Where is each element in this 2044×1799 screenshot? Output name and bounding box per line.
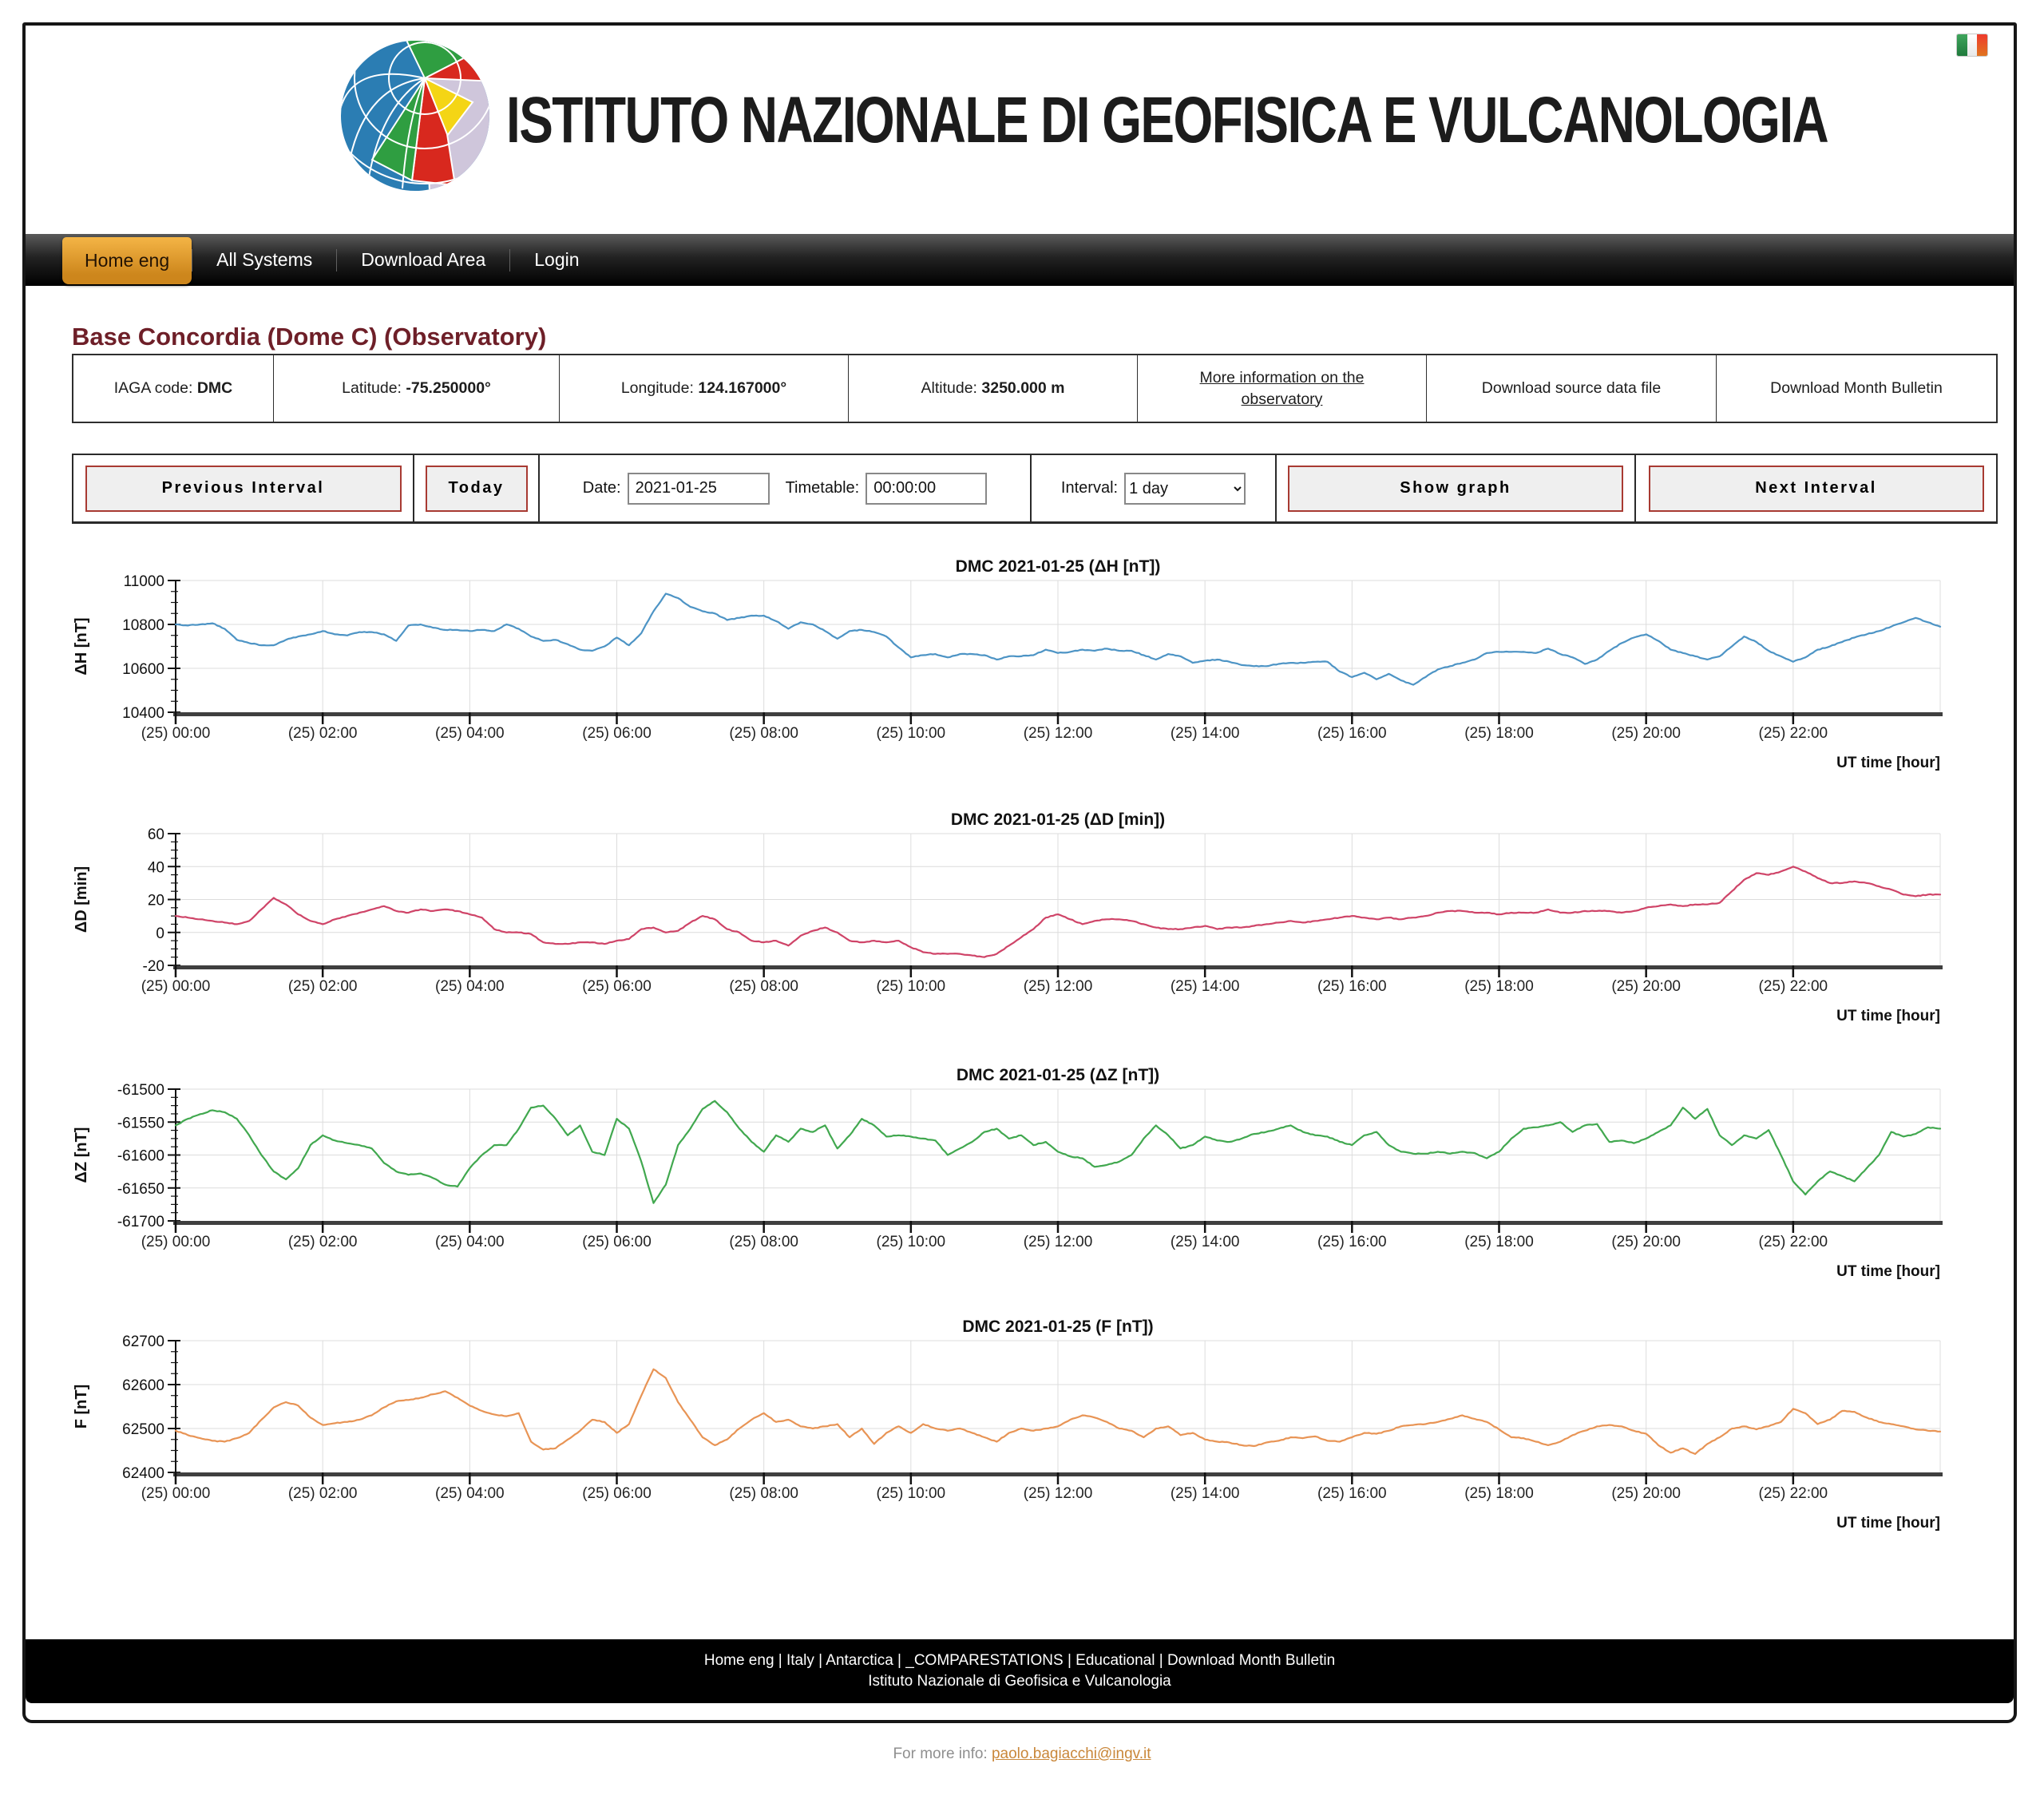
nav-item-login[interactable]: Login: [534, 249, 580, 270]
latitude-value: -75.250000°: [406, 379, 491, 397]
svg-text:DMC 2021-01-25 (ΔD [min]): DMC 2021-01-25 (ΔD [min]): [950, 810, 1166, 829]
svg-text:-61700: -61700: [117, 1214, 164, 1230]
ingv-globe-logo-icon: [335, 40, 500, 192]
info-cell-download-source: [1426, 355, 1716, 422]
italian-flag-icon[interactable]: [1956, 34, 1988, 57]
svg-text:10800: 10800: [122, 617, 164, 634]
footer-bar: [26, 1639, 2014, 1703]
svg-text:ΔD [min]: ΔD [min]: [73, 866, 90, 933]
chart-f: [72, 1315, 1998, 1539]
altitude-value: 3250.000 m: [981, 379, 1065, 397]
svg-text:-61600: -61600: [117, 1147, 164, 1165]
info-cell-latitude: Latitude: -75.250000°: [273, 355, 559, 422]
svg-text:UT time [hour]: UT time [hour]: [1836, 1515, 1940, 1532]
svg-text:(25) 10:00: (25) 10:00: [876, 978, 946, 995]
svg-text:(25) 18:00: (25) 18:00: [1464, 1234, 1534, 1250]
svg-text:DMC 2021-01-25 (ΔZ [nT]): DMC 2021-01-25 (ΔZ [nT]): [956, 1066, 1160, 1084]
interval-label: Interval:: [1060, 479, 1119, 497]
svg-text:DMC 2021-01-25 (F [nT]): DMC 2021-01-25 (F [nT]): [962, 1318, 1154, 1336]
chart-delta-h: [72, 555, 1998, 779]
svg-text:40: 40: [147, 859, 164, 877]
svg-text:(25) 00:00: (25) 00:00: [141, 1234, 211, 1250]
svg-text:-61550: -61550: [117, 1115, 164, 1132]
info-cell-altitude: Altitude: 3250.000 m: [848, 355, 1137, 422]
svg-text:(25) 22:00: (25) 22:00: [1758, 725, 1828, 742]
svg-text:11000: 11000: [123, 573, 164, 590]
flag-white-stripe: [1967, 34, 1978, 56]
site-title: ISTITUTO NAZIONALE DI GEOFISICA E VULCANOLOGIA: [506, 84, 1828, 157]
svg-text:(25) 14:00: (25) 14:00: [1170, 725, 1240, 742]
date-label: Date:: [582, 479, 621, 497]
svg-text:(25) 20:00: (25) 20:00: [1611, 1234, 1681, 1250]
ctl-cell-next: [1634, 455, 1996, 521]
page-title: Base Concordia (Dome C) (Observatory): [72, 323, 547, 351]
ctl-cell-datetime: [538, 455, 1030, 521]
svg-text:(25) 18:00: (25) 18:00: [1464, 978, 1534, 995]
svg-text:(25) 22:00: (25) 22:00: [1758, 1485, 1828, 1502]
svg-text:ΔZ [nT]: ΔZ [nT]: [73, 1127, 90, 1183]
info-cell-iaga: IAGA code: DMC: [113, 379, 233, 397]
svg-text:(25) 04:00: (25) 04:00: [435, 1234, 505, 1250]
svg-text:62600: 62600: [122, 1377, 164, 1394]
ctl-cell-show-graph: [1275, 455, 1634, 521]
ctl-cell-previous: [73, 455, 413, 521]
info-cell-longitude: Longitude: 124.167000°: [559, 355, 848, 422]
svg-text:(25) 12:00: (25) 12:00: [1023, 725, 1093, 742]
page-frame: [22, 22, 2017, 1723]
svg-text:(25) 06:00: (25) 06:00: [582, 1485, 652, 1502]
download-bulletin-link[interactable]: Download Month Bulletin: [1770, 379, 1943, 397]
svg-text:10600: 10600: [122, 661, 164, 678]
date-input[interactable]: [628, 473, 770, 505]
svg-text:(25) 16:00: (25) 16:00: [1317, 1234, 1387, 1250]
svg-text:(25) 12:00: (25) 12:00: [1023, 1485, 1093, 1502]
svg-text:(25) 14:00: (25) 14:00: [1170, 978, 1240, 995]
svg-text:(25) 20:00: (25) 20:00: [1611, 978, 1681, 995]
interval-select[interactable]: [1124, 473, 1246, 505]
svg-text:(25) 08:00: (25) 08:00: [729, 1485, 798, 1502]
svg-text:UT time [hour]: UT time [hour]: [1836, 755, 1940, 771]
svg-text:UT time [hour]: UT time [hour]: [1836, 1263, 1940, 1280]
graph-controls-bar: [72, 454, 1998, 524]
svg-text:(25) 06:00: (25) 06:00: [582, 978, 652, 995]
svg-text:(25) 18:00: (25) 18:00: [1464, 1485, 1534, 1502]
svg-text:(25) 12:00: (25) 12:00: [1023, 1234, 1093, 1250]
svg-text:F [nT]: F [nT]: [73, 1384, 90, 1429]
svg-text:(25) 20:00: (25) 20:00: [1611, 725, 1681, 742]
svg-text:(25) 06:00: (25) 06:00: [582, 725, 652, 742]
svg-text:DMC 2021-01-25 (ΔH [nT]): DMC 2021-01-25 (ΔH [nT]): [955, 557, 1161, 576]
svg-text:(25) 14:00: (25) 14:00: [1170, 1234, 1240, 1250]
svg-text:20: 20: [147, 892, 164, 909]
svg-text:(25) 22:00: (25) 22:00: [1758, 978, 1828, 995]
nav-item-download-area[interactable]: Download Area: [361, 249, 486, 270]
info-cell-download-bulletin: [1716, 355, 1996, 422]
svg-text:62400: 62400: [122, 1465, 164, 1482]
svg-text:10400: 10400: [122, 705, 164, 722]
flag-red-stripe: [1977, 34, 1987, 56]
svg-text:(25) 08:00: (25) 08:00: [729, 725, 798, 742]
iaga-code-value: DMC: [196, 379, 233, 397]
svg-text:(25) 16:00: (25) 16:00: [1317, 725, 1387, 742]
contact-email-link[interactable]: paolo.bagiacchi@ingv.it: [991, 1746, 1151, 1762]
svg-text:-20: -20: [142, 958, 164, 975]
footer-links[interactable]: Home eng | Italy | Antarctica | _COMPARESTATIONS | Educational | Download Month Bulletin: [703, 1652, 1336, 1669]
longitude-value: 124.167000°: [698, 379, 787, 397]
svg-text:0: 0: [156, 925, 164, 942]
svg-text:(25) 08:00: (25) 08:00: [729, 978, 798, 995]
show-graph-button[interactable]: Show graph: [1288, 466, 1623, 512]
svg-text:(25) 12:00: (25) 12:00: [1023, 978, 1093, 995]
next-interval-button[interactable]: Next Interval: [1649, 466, 1984, 512]
svg-text:(25) 06:00: (25) 06:00: [582, 1234, 652, 1250]
svg-text:(25) 00:00: (25) 00:00: [141, 1485, 211, 1502]
svg-text:(25) 22:00: (25) 22:00: [1758, 1234, 1828, 1250]
svg-text:(25) 02:00: (25) 02:00: [287, 1485, 358, 1502]
svg-text:(25) 10:00: (25) 10:00: [876, 1234, 946, 1250]
svg-text:(25) 02:00: (25) 02:00: [287, 1234, 358, 1250]
svg-text:-61500: -61500: [117, 1082, 164, 1099]
observatory-info-table: [72, 354, 1998, 423]
chart-delta-z: [72, 1064, 1998, 1287]
ctl-cell-today: [413, 455, 538, 521]
svg-text:(25) 02:00: (25) 02:00: [287, 725, 358, 742]
timetable-input[interactable]: [866, 473, 987, 505]
svg-text:(25) 16:00: (25) 16:00: [1317, 1485, 1387, 1502]
svg-text:(25) 18:00: (25) 18:00: [1464, 725, 1534, 742]
nav-bar: [26, 234, 2014, 286]
nav-item-all-systems[interactable]: All Systems: [216, 249, 313, 270]
svg-text:(25) 02:00: (25) 02:00: [287, 978, 358, 995]
svg-text:62500: 62500: [122, 1421, 164, 1438]
download-source-link[interactable]: Download source data file: [1481, 379, 1662, 397]
info-cell-more-info: [1137, 355, 1426, 422]
svg-text:ΔH [nT]: ΔH [nT]: [73, 617, 90, 676]
svg-text:(25) 00:00: (25) 00:00: [141, 725, 211, 742]
previous-interval-button[interactable]: Previous Interval: [85, 466, 402, 512]
nav-item-home-eng[interactable]: Home eng: [62, 237, 192, 284]
svg-text:(25) 10:00: (25) 10:00: [876, 725, 946, 742]
timetable-label: Timetable:: [785, 479, 860, 497]
flag-green-stripe: [1957, 34, 1967, 56]
svg-text:60: 60: [147, 826, 164, 843]
contact-prefix: For more info:: [893, 1746, 992, 1762]
footer-org-name: Istituto Nazionale di Geofisica e Vulcanologia: [868, 1673, 1171, 1690]
svg-text:(25) 08:00: (25) 08:00: [729, 1234, 798, 1250]
svg-text:(25) 10:00: (25) 10:00: [876, 1485, 946, 1502]
today-button[interactable]: Today: [426, 466, 528, 512]
svg-text:(25) 04:00: (25) 04:00: [435, 1485, 505, 1502]
svg-text:(25) 20:00: (25) 20:00: [1611, 1485, 1681, 1502]
svg-text:(25) 04:00: (25) 04:00: [435, 978, 505, 995]
svg-text:62700: 62700: [122, 1333, 164, 1350]
svg-text:(25) 00:00: (25) 00:00: [141, 978, 211, 995]
svg-text:(25) 14:00: (25) 14:00: [1170, 1485, 1240, 1502]
svg-text:UT time [hour]: UT time [hour]: [1836, 1008, 1940, 1024]
chart-delta-d: [72, 808, 1998, 1032]
svg-text:(25) 04:00: (25) 04:00: [435, 725, 505, 742]
svg-text:(25) 16:00: (25) 16:00: [1317, 978, 1387, 995]
ctl-cell-interval: [1030, 455, 1275, 521]
more-information-link[interactable]: More information on the observatory: [1199, 368, 1365, 408]
svg-text:-61650: -61650: [117, 1180, 164, 1198]
contact-line: [0, 1746, 2044, 1763]
